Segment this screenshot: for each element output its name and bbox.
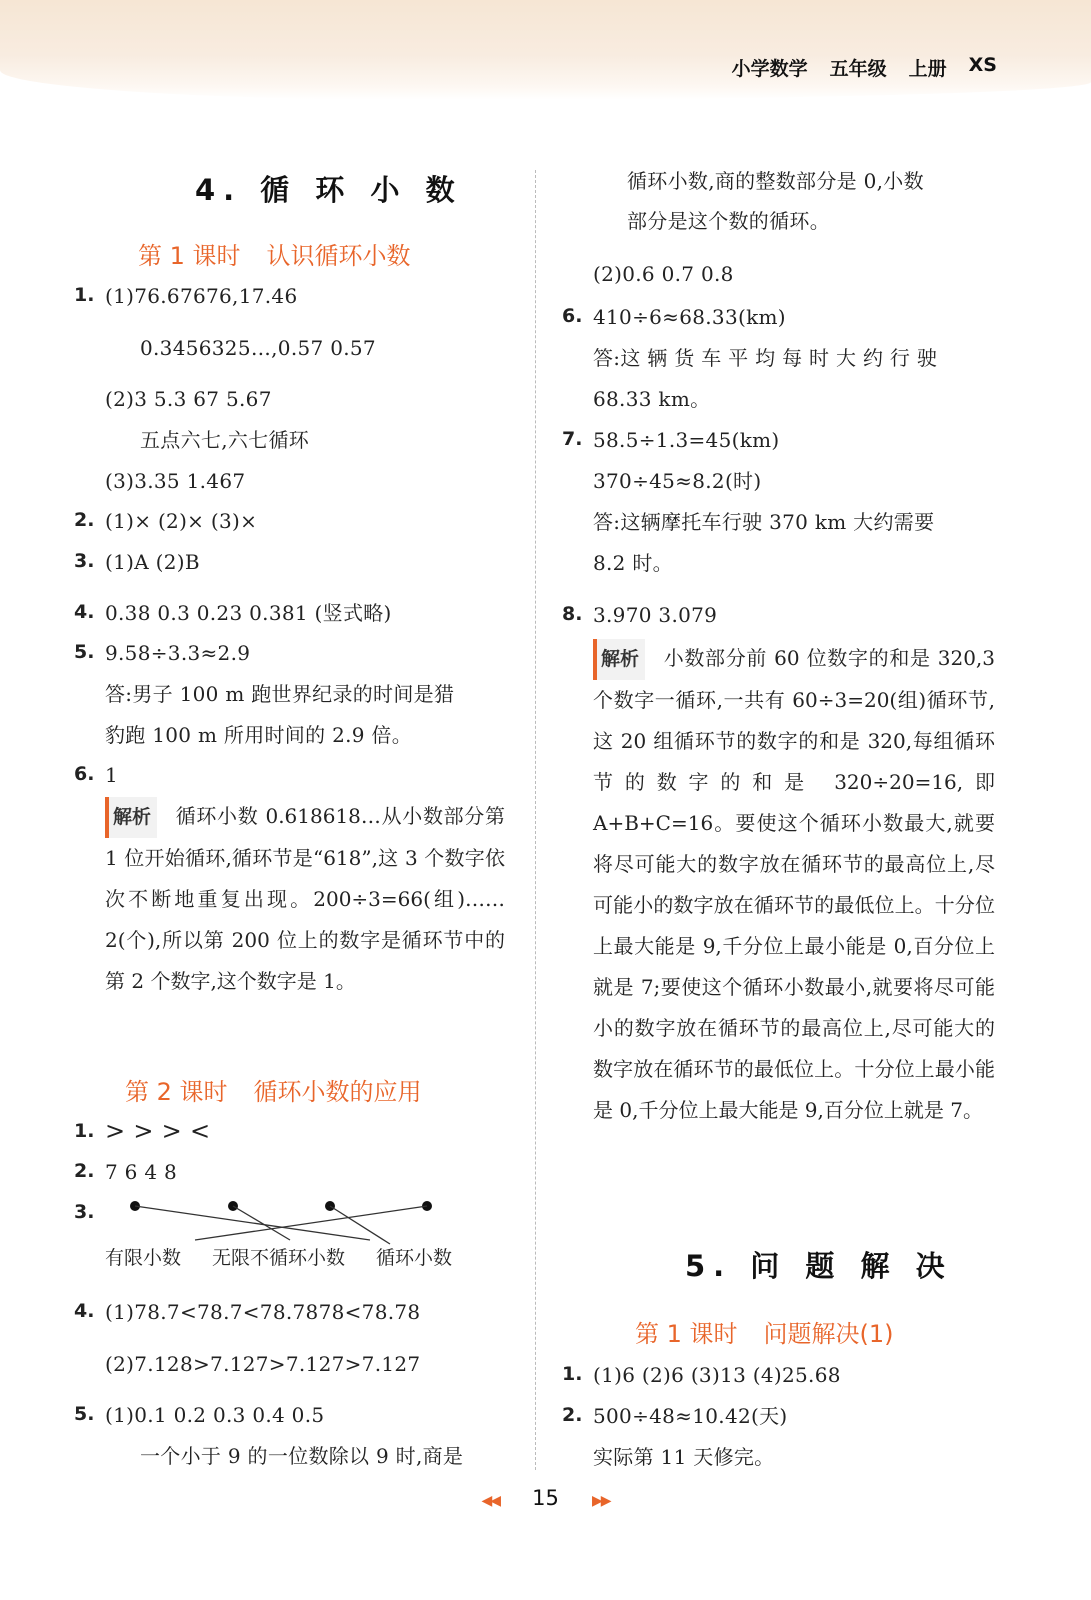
question-number: 1. <box>74 1120 95 1142</box>
grade-label: 五年级 <box>829 58 887 80</box>
answer-line: 1 <box>105 763 119 787</box>
question-number: 6. <box>562 305 583 327</box>
answer-line: 500÷48≈10.42(天) <box>593 1404 788 1428</box>
answer-line: 0.38 0.3 0.23 0.381 (竖式略) <box>105 601 392 625</box>
answer-line: 8.2 时。 <box>593 551 673 575</box>
answer-line: 答:这 辆 货 车 平 均 每 时 大 约 行 驶 <box>593 346 938 370</box>
question-number: 2. <box>562 1404 583 1426</box>
page-number: 15 <box>532 1486 559 1510</box>
question-number: 2. <box>74 509 95 531</box>
answer-line: (2)0.6 0.7 0.8 <box>593 262 734 286</box>
question-number: 4. <box>74 601 95 623</box>
lesson-title: 循环小数的应用 <box>253 1078 422 1106</box>
answer-line: 豹跑 100 m 所用时间的 2.9 倍。 <box>105 723 413 747</box>
answer-line: 58.5÷1.3=45(km) <box>593 428 780 452</box>
match-label: 无限不循环小数 <box>212 1247 346 1269</box>
answer-line: 0.3456325…,0.57 0.57 <box>140 336 376 360</box>
analysis-block <box>593 638 995 1131</box>
volume-label: 上册 <box>908 58 947 80</box>
match-line <box>195 1206 427 1240</box>
answer-line: (1)6 (2)6 (3)13 (4)25.68 <box>593 1363 841 1387</box>
question-number: 6. <box>74 763 95 785</box>
answer-line: (3)3.35 1.467 <box>105 469 246 493</box>
answer-line: 9.58÷3.3≈2.9 <box>105 641 251 665</box>
header-banner <box>0 0 1091 100</box>
prev-page-arrow-icon[interactable]: ◀◀ <box>481 1493 500 1509</box>
answer-line: 410÷6≈68.33(km) <box>593 305 786 329</box>
lesson-label: 第 2 课时 <box>125 1078 228 1106</box>
lesson-heading <box>138 236 411 271</box>
lesson-label: 第 1 课时 <box>138 242 241 270</box>
analysis-tag: 解析 <box>593 639 645 680</box>
answer-line: (2)7.128>7.127>7.127>7.127 <box>105 1352 421 1376</box>
chapter-title: 4. 循 环 小 数 <box>195 173 463 207</box>
question-number: 3. <box>74 550 95 572</box>
answer-line: (1)78.7<78.7<78.7878<78.78 <box>105 1300 421 1324</box>
match-label: 有限小数 <box>105 1247 182 1269</box>
answer-line: 部分是这个数的循环。 <box>627 209 830 233</box>
chapter-title: 5. 问 题 解 决 <box>685 1249 953 1283</box>
question-number: 8. <box>562 603 583 625</box>
matching-diagram <box>100 1194 470 1274</box>
edition-label: XS <box>968 54 997 76</box>
question-number: 4. <box>74 1300 95 1322</box>
answer-line: > > > < <box>105 1117 211 1145</box>
match-line <box>233 1206 290 1240</box>
answer-line: (1)0.1 0.2 0.3 0.4 0.5 <box>105 1403 325 1427</box>
subject-label: 小学数学 <box>731 58 808 80</box>
next-page-arrow-icon[interactable]: ▶▶ <box>591 1493 610 1509</box>
question-number: 3. <box>74 1201 95 1223</box>
question-number: 2. <box>74 1160 95 1182</box>
analysis-text: 循环小数 0.618618…从小数部分第 1 位开始循环,循环节是“618”,这 3 个数字依次不断地重复出现。200÷3=66(组)……2(个),所以第 200 位上的数字是循环节中的第 2 个数字,这个数字是 1。 <box>105 804 505 993</box>
analysis-text: 小数部分前 60 位数字的和是 320,3 个数字一循环,一共有 60÷3=20(组)循环节,这 20 组循环节的数字的和是 320,每组循环节的数字的和是 320÷20=16,即 A+B+C=16。要使这个循环小数最大,就要将尽可能大的数字放在循环节的最高位上,尽可能小的数字放在循环节的最低位上。十分位上最大能是 9,千分位上最小能是 0,百分位上就是 7;要使这个循环小数最小,就要将尽可能小的数字放在循环节的最高位上,尽可能大的数字放在循环节的最低位上。十分位上最小能是 0,千分位上最大能是 9,百分位上就是 7。 <box>593 646 995 1122</box>
answer-line: 五点六七,六七循环 <box>140 428 310 452</box>
lesson-title: 认识循环小数 <box>266 242 411 270</box>
answer-line: (1)76.67676,17.46 <box>105 284 298 308</box>
lesson-label: 第 1 课时 <box>635 1320 738 1348</box>
analysis-tag: 解析 <box>105 797 157 838</box>
question-number: 1. <box>74 284 95 306</box>
book-info <box>732 54 997 81</box>
answer-line: 循环小数,商的整数部分是 0,小数 <box>627 169 924 193</box>
question-number: 5. <box>74 641 95 663</box>
question-number: 7. <box>562 428 583 450</box>
analysis-block <box>105 796 505 1002</box>
answer-line: 68.33 km。 <box>593 387 711 411</box>
answer-line: (1)× (2)× (3)× <box>105 509 258 533</box>
answer-line: (2)3 5.3 67 5.67 <box>105 387 272 411</box>
column-divider <box>535 170 536 1470</box>
answer-line: 7 6 4 8 <box>105 1160 178 1184</box>
answer-line: 370÷45≈8.2(时) <box>593 469 762 493</box>
answer-line: 实际第 11 天修完。 <box>593 1445 775 1469</box>
question-number: 5. <box>74 1403 95 1425</box>
match-label: 循环小数 <box>376 1247 453 1269</box>
answer-line: 答:男子 100 m 跑世界纪录的时间是猎 <box>105 682 455 706</box>
lesson-heading <box>635 1314 894 1349</box>
match-line <box>135 1206 370 1240</box>
answer-line: 一个小于 9 的一位数除以 9 时,商是 <box>140 1444 464 1468</box>
answer-line: (1)A (2)B <box>105 550 200 574</box>
answer-line: 3.970 3.079 <box>593 603 718 627</box>
answer-line: 答:这辆摩托车行驶 370 km 大约需要 <box>593 510 935 534</box>
question-number: 1. <box>562 1363 583 1385</box>
lesson-heading <box>125 1072 422 1107</box>
lesson-title: 问题解决(1) <box>763 1320 894 1348</box>
page-footer <box>0 1486 1091 1510</box>
